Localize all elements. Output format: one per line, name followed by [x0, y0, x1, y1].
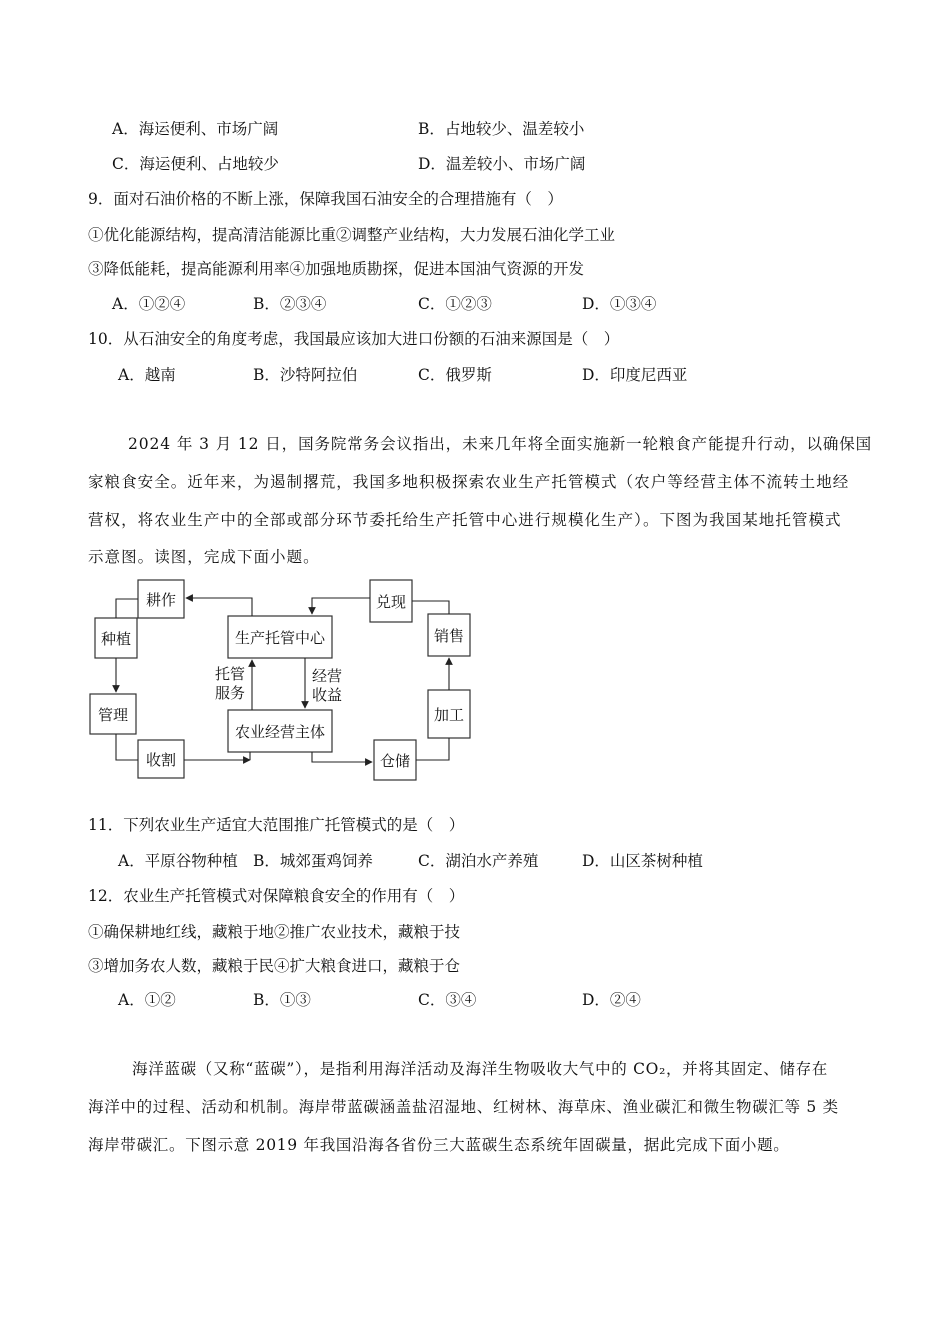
q10-option-b: B．沙特阿拉伯 — [253, 366, 358, 384]
passage2-line-3: 营权，将农业生产中的全部或部分环节委托给生产托管中心进行规模化生产）。下图为我国某地托管模式 — [88, 511, 842, 529]
q10-option-c: C．俄罗斯 — [418, 366, 492, 384]
q9-statement-1: ①优化能源结构，提高清洁能源比重②调整产业结构，大力发展石油化学工业 — [88, 226, 616, 244]
q12-option-c: C．③④ — [418, 991, 477, 1009]
q12-option-d: D．②④ — [582, 991, 641, 1009]
label-gengzuo: 耕作 — [145, 591, 177, 609]
passage2-line-4: 示意图。读图，完成下面小题。 — [88, 548, 320, 566]
trusteeship-diagram — [80, 570, 480, 790]
label-zhuti: 农业经营主体 — [234, 723, 326, 741]
passage3-line-2: 海洋中的过程、活动和机制。海岸带蓝碳涵盖盐沼湿地、红树林、海草床、渔业碳汇和微生物碳汇等 5 类 — [88, 1098, 839, 1116]
q8-option-a: A．海运便利、市场广阔 — [112, 120, 279, 138]
label-tuoguan-2: 服务 — [214, 684, 246, 702]
q12-stem: 12．农业生产托管模式对保障粮食安全的作用有（ ） — [88, 887, 465, 905]
q11-option-d: D．山区茶树种植 — [582, 852, 703, 870]
passage3-line-1: 海洋蓝碳（又称“蓝碳”），是指利用海洋活动及海洋生物吸收大气中的 CO₂，并将其固定、储存在 — [132, 1060, 829, 1078]
q11-stem: 11．下列农业生产适宜大范围推广托管模式的是（ ） — [88, 816, 465, 834]
q10-option-d: D．印度尼西亚 — [582, 366, 688, 384]
label-jingying-1: 经营 — [311, 667, 343, 685]
q9-option-d: D．①③④ — [582, 295, 657, 313]
label-duixian: 兑现 — [375, 593, 407, 611]
label-center: 生产托管中心 — [234, 629, 326, 647]
q11-option-b: B．城郊蛋鸡饲养 — [253, 852, 373, 870]
q9-option-c: C．①②③ — [418, 295, 492, 313]
q10-stem: 10．从石油安全的角度考虑，我国最应该加大进口份额的石油来源国是（ ） — [88, 330, 620, 348]
label-guanli: 管理 — [97, 706, 129, 724]
q11-option-c: C．湖泊水产养殖 — [418, 852, 539, 870]
q9-option-a: A．①②④ — [112, 295, 186, 313]
passage2-line-1: 2024 年 3 月 12 日，国务院常务会议指出，未来几年将全面实施新一轮粮食产能提升行动，以确保国 — [128, 435, 873, 453]
q9-option-b: B．②③④ — [253, 295, 327, 313]
q12-option-a: A．①② — [118, 991, 176, 1009]
q8-option-d: D．温差较小、市场广阔 — [418, 155, 586, 173]
q8-option-b: B．占地较少、温差较小 — [418, 120, 585, 138]
label-cangchu: 仓储 — [379, 752, 411, 770]
passage2-line-2: 家粮食安全。近年来，为遏制撂荒，我国多地积极探索农业生产托管模式（农户等经营主体不流转土地经 — [88, 473, 850, 491]
q11-option-a: A．平原谷物种植 — [118, 852, 238, 870]
q10-option-a: A．越南 — [118, 366, 176, 384]
passage3-line-3: 海岸带碳汇。下图示意 2019 年我国沿海各省份三大蓝碳生态系统年固碳量，据此完成下面小题。 — [88, 1136, 790, 1154]
label-jingying-2: 收益 — [311, 686, 343, 704]
q12-statement-2: ③增加务农人数，藏粮于民④扩大粮食进口，藏粮于仓 — [88, 957, 461, 975]
q8-option-c: C．海运便利、占地较少 — [112, 155, 279, 173]
label-xiaoshou: 销售 — [433, 627, 465, 645]
label-tuoguan-1: 托管 — [214, 665, 246, 683]
q12-statement-1: ①确保耕地红线，藏粮于地②推广农业技术，藏粮于技 — [88, 923, 461, 941]
label-shouge: 收割 — [145, 751, 177, 769]
label-jiagong: 加工 — [433, 706, 465, 724]
q9-stem: 9．面对石油价格的不断上涨，保障我国石油安全的合理措施有（ ） — [88, 190, 563, 208]
q9-statement-2: ③降低能耗，提高能源利用率④加强地质勘探，促进本国油气资源的开发 — [88, 260, 585, 278]
q12-option-b: B．①③ — [253, 991, 311, 1009]
label-zhongzhi: 种植 — [100, 630, 132, 648]
